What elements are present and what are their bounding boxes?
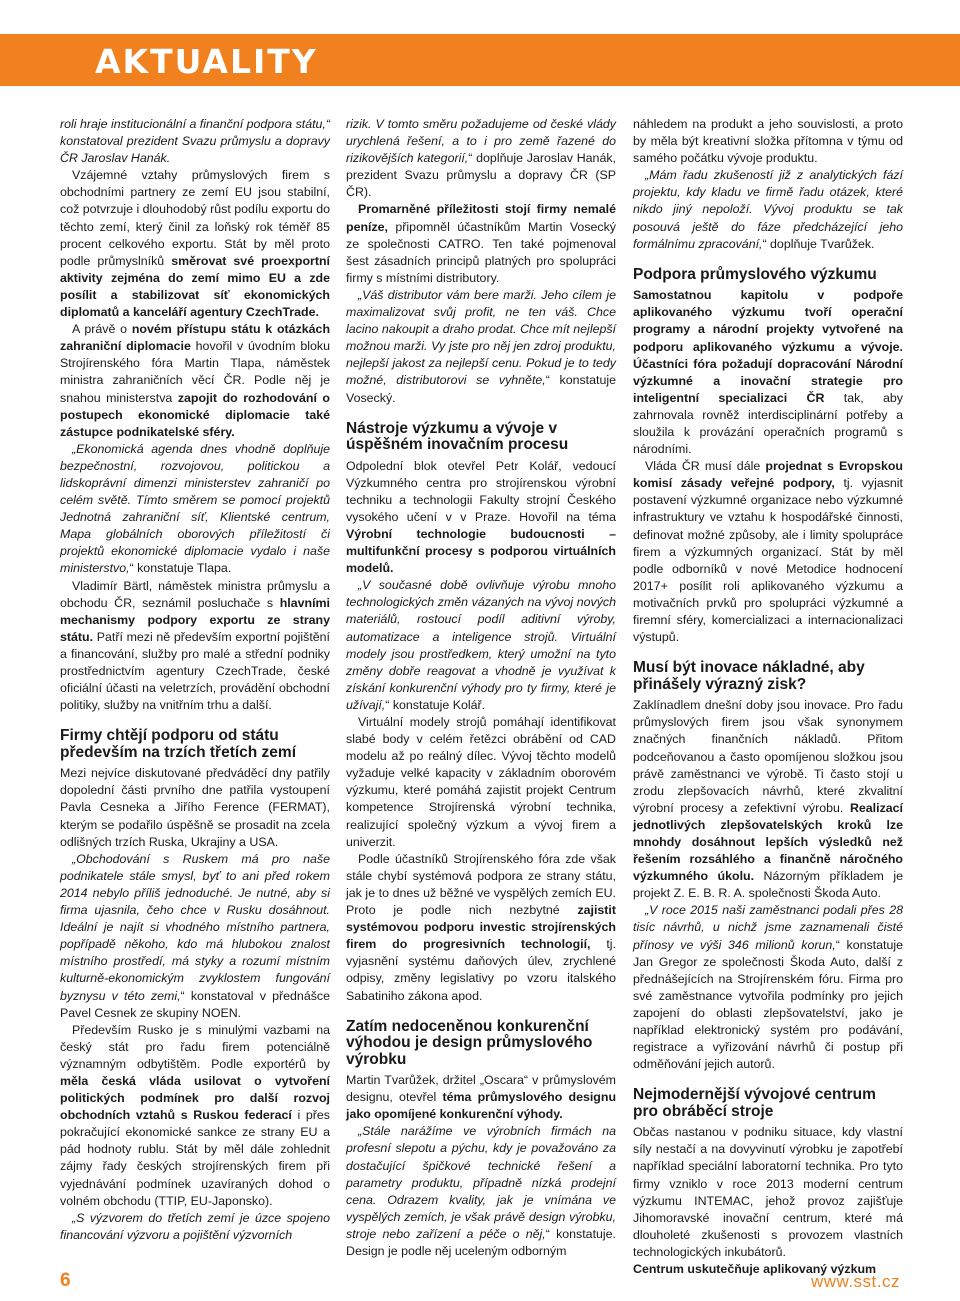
quote-paragraph: „Obchodování s Ruskem má pro naše podnikatele stále smysl, byť to ani před rokem 2014 nebylo příliš jednoduché. Je nutné, aby si firma ujasnila, čeho chce v Rusku dosáhnout. Ideální je najít si vhodného místního partnera, popřípadě někoho, kdo má hlubokou znalost místního prostředí, má styky a rozumí místním kulturně-ekonomickým zvyklostem fungování byznysu v této zemi,“ konstatoval v přednášce Pavel Cesnek ze skupiny NOEN. [60,851,330,1020]
section-heading: Podpora průmyslového výzkumu [633,265,877,283]
paragraph: Odpolední blok otevřel Petr Kolář, vedoucí Výzkumného centra pro strojírenskou výrobní techniku a technologii Fakulty strojní Českého vysokého učení v v Praze. Hovořil na téma Výrobní technologie budoucnosti – multifunkční procesy s podporou virtuálních modelů. [346,458,616,576]
paragraph: Vláda ČR musí dále projednat s Evropskou komisí zásady veřejné podpory, tj. vyjasnit postavení výzkumné organizace nebo výzkumné infrastruktury ve vztahu k hospodářské činnosti, definovat možné způsoby, ale i limity spolupráce firem a výzkumných organizací. Stát by měl podle odborníků v nové Metodice hodnocení 2017+ posílit roli aplikovaného výzkumu a motivačních prvků pro spolupráci výzkumné a firemní sféry, komercializaci a internacionalizaci výstupů. [633,459,904,645]
section-heading: Zatím nedoceněnou konkurenční výhodou je design průmyslového výrobku [346,1017,593,1068]
paragraph: Především Rusko je s minulými vazbami na český stát pro řadu firem potenciálně významným odbytištěm. Podle exportérů by měla česká vláda usilovat o vytvoření politických podmínek pro další rozvoj obchodních vztahů s Ruskou federací i přes pokračující ekonomické sankce ze strany EU a pád hodnoty rublu. Stát by měl dále zohlednit zájmy řady českých strojírenských firem při vyjednávání podmínek uzavíraných dohod o volném obchodu (TTIP, EU-Japonsko). [60,1022,330,1208]
section-heading: Firmy chtějí podporu od státu především na trzích třetích zemí [60,727,297,761]
paragraph: Martin Tvarůžek, držitel „Oscara“ v průmyslovém designu, otevřel téma průmyslového designu jako opomíjené konkurenční výhody. [346,1073,617,1122]
page-number: 6 [60,1270,71,1291]
quote-paragraph: „Mám řadu zkušeností již z analytických fází projektu, kdy kladu ve firmě řadu otázek, které nikdo jiný nepoloží. Vývoj produktu se tak posouvá ještě do fáze předcházející jeho formálnímu zpracování,“ doplňuje Tvarůžek. [633,168,903,251]
paragraph: Zaklínadlem dnešní doby jsou inovace. Pro řadu průmyslových firem jsou však synonymem značných finančních nákladů. Přitom podceňovanou a často opomíjenou složkou jsou právě zaměstnanci ve výrobě. Ti často stojí u zrodu zlepšovacích návrhů, které zkvalitní výrobní procesy a zefektivní výrobu. Realizací jednotlivých zlepšovatelských kroků lze mnohdy dosáhnout lepších výsledků než řešením rozsáhlého a finančně náročného výzkumného úkolu. Názorným příkladem je projekt Z. E. B. R. A. společnosti Škoda Auto. [633,698,903,901]
paragraph: Centrum uskutečňuje aplikovaný výzkum [633,1262,877,1277]
quote-paragraph: „V roce 2015 naši zaměstnanci podali přes 28 tisíc návrhů, u nichž jsme zaznamenali čisté přínosy ve výši 346 milionů korun,“ konstatuje Jan Gregor ze společnosti Škoda Auto, další z přednášejících na Strojírenském fóru. Firma pro své zaměstnance vytvořila podmínky pro jejich zapojení do oblasti zlepšovatelství, jako je například elektronický systém pro podávání, registrace a vyřizování návrhů či postup při odměňování jejich autorů. [633,903,903,1072]
paragraph: Vzájemné vztahy průmyslových firem s obchodními partnery ze zemí EU jsou stabilní, což potvrzuje i dlouhodobý růst podílu exportu do těchto zemí, který činil za loňský rok téměř 85 procent celkového exportu. Stát by měl proto podle průmyslníků směrovat své proexportní aktivity zejména do zemí mimo EU a zde posílit a stabilizovat síť ekonomických diplomatů a kanceláří agentury CzechTrade. [60,168,331,320]
quote-paragraph: „V současné době ovlivňuje výrobu mnoho technologických změn vázaných na vývoj nových materiálů, rostoucí podíl aditivní výroby, automatizace a inteligence strojů. Virtuální modely jsou prostředkem, který umožní na tyto změny dobře reagovat a vhodně je využívat k získání konkurenční výhody pro ty firmy, které je užívají,“ konstatuje Kolář. [346,578,616,712]
section-heading: Nejmodernější vývojové centrum pro obráběcí stroje [633,1086,876,1120]
paragraph: náhledem na produkt a jeho souvislosti, a proto by měla být kreativní složka přítomna v týmu od samého počátku vývoje produktu. [633,117,903,166]
section-heading: Musí být inovace nákladné, aby přinášely výrazný zisk? [633,659,865,693]
article-column-2 [346,116,616,1260]
paragraph: Vladimír Bärtl, náměstek ministra průmyslu a obchodu ČR, seznámil posluchače s hlavními mechanismy podpory exportu ze strany státu. Patří mezi ně především exportní pojištění a financování, služby pro malé a střední podniky prostřednictvím agentury CzechTrade, české oficiální účasti na veletrzích, provádění obchodní politiky, služby na vnitřním trhu a další. [60,578,330,713]
paragraph: Podle účastníků Strojírenského fóra zde však stále chybí systémová podpora ze strany státu, jak je to dnes už běžné ve vyspělých zemích EU. Proto je podle nich nezbytné zajistit systémovou podporu investic strojírenských firem do progresivních technologií, tj. vyjasnění systému daňových úlev, zrychlené odpisy, změny legislativy po vzoru italského Sabatiniho zákona apod. [346,851,616,1003]
quote-paragraph: „Stále narážíme ve výrobních firmách na profesní slepotu a pýchu, kdy je považováno za dostačující špičkové technické řešení a parametry produktu, případně nízká prodejní cena. Odrazem kvality, jak je vnímána ve vyspělých zemích, je však právě design výrobku, stroje nebo zařízení a péče o něj,“ konstatuje. Design je podle něj uceleným odborným [346,1124,616,1259]
quote-paragraph: „S výzvorem do třetích zemí je úzce spojeno financování výzvoru a pojištění výzvorních [60,1210,330,1242]
paragraph: Občas nastanou v podniku situace, kdy vlastní síly nestačí a na dovyvinutí výrobku je zapotřebí například speciální laboratorní technika. Pro tyto firmy vzniklo v roce 2013 moderní centrum výzkumu INTEMAC, jehož provoz zajišťuje Jihomoravské inovační centrum, které má dlouholeté zkušenosti s provozem vlastních technologických inkubátorů. [633,1125,903,1259]
paragraph: Promarněné příležitosti stojí firmy nemalé peníze, připomněl účastníkům Martin Vosecký ze společnosti CATRO. Ten také pojmenoval šest zásadních principů platných pro spolupráci firmy s místními distributory. [346,202,616,285]
quote-paragraph: rizik. V tomto směru požadujeme od české vlády urychlená řešení, a to i pro země řazené do rizikovějších kategorií,“ doplňuje Jaroslav Hanák, prezident Svazu průmyslu a dopravy ČR (SP ČR). [346,117,616,200]
paragraph: Mezi nejvíce diskutované předváděcí dny patřily dopolední části prvního dne patřila vystoupení Pavla Cesneka a Jiřího Ference (FERMAT), kterým se podařilo úspěšně se prosadit na zcela odlišných trzích Ruska, Ukrajiny a USA. [60,766,330,849]
paragraph: Virtuální modely strojů pomáhají identifikovat slabé body v celém řetězci obrábění od CAD modelu až po reálný dílec. Vývoj těchto modelů vyžaduje velké kapacity v základním oborovém výzkumu, které pomáhá zajistit projekt Centrum kompetence Strojírenská výrobní technika, realizující společný výzkum a vývoj firem a univerzit. [346,715,616,849]
section-title: AKTUALITY [95,42,318,81]
section-heading: Nástroje výzkumu a vývoje v úspěšném inovačním procesu [346,419,569,454]
paragraph: A právě o novém přístupu státu k otázkách zahraniční diplomacie hovořil v úvodním bloku Strojírenského fóra Martin Tlapa, náměstek ministra zahraničních věcí ČR. Podle něj je snahou ministerstva zapojit do rozhodování o postupech ekonomické diplomacie také zástupce podnikatelské sféry. [60,322,331,439]
paragraph: roli hraje institucionální a finanční podpora státu,“ konstatoval prezident Svazu průmyslu a dopravy ČR Jaroslav Hanák. [60,117,330,166]
article-column-1 [60,116,330,1244]
quote-paragraph: „Ekonomická agenda dnes vhodně doplňuje bezpečnostní, rozvojovou, politickou a lidskoprávní dimenzi ministerstev zahraničí po celém světě. Tímto směrem se pomocí projektů Jednotná zahraniční síť, Klientské centrum, Mapa globálních oborových příležitostí či projektů ekonomické diplomacie vydalo i naše ministerstvo,“ konstatuje Tlapa. [60,441,330,576]
paragraph: Samostatnou kapitolu v podpoře aplikovaného výzkumu tvoří operační programy a národní projekty vytvořené na podporu aplikovaného výzkumu a vývoje. Účastníci fóra požadují dopracování Národní výzkumné a inovační strategie pro inteligentní specializaci ČR tak, aby zahrnovala rovněž interdisciplinární potřeby a sloužila k provázání operačních programů s národními. [633,288,903,457]
article-column-3 [633,116,903,1278]
website-link[interactable]: www.sst.cz [810,1272,900,1291]
quote-paragraph: „Váš distributor vám bere marži. Jeho cílem je maximalizovat svůj profit, ne ten váš. Chce lacino nakoupit a draho prodat. Chce mít nejlepší možnou marži. Vy jste pro něj jen zdroj produktu, nejlepší jakost za nejlepší cenu. Pokud je to tedy možné, distributorovi se vyhněte,“ konstatuje Vosecký. [346,287,616,405]
